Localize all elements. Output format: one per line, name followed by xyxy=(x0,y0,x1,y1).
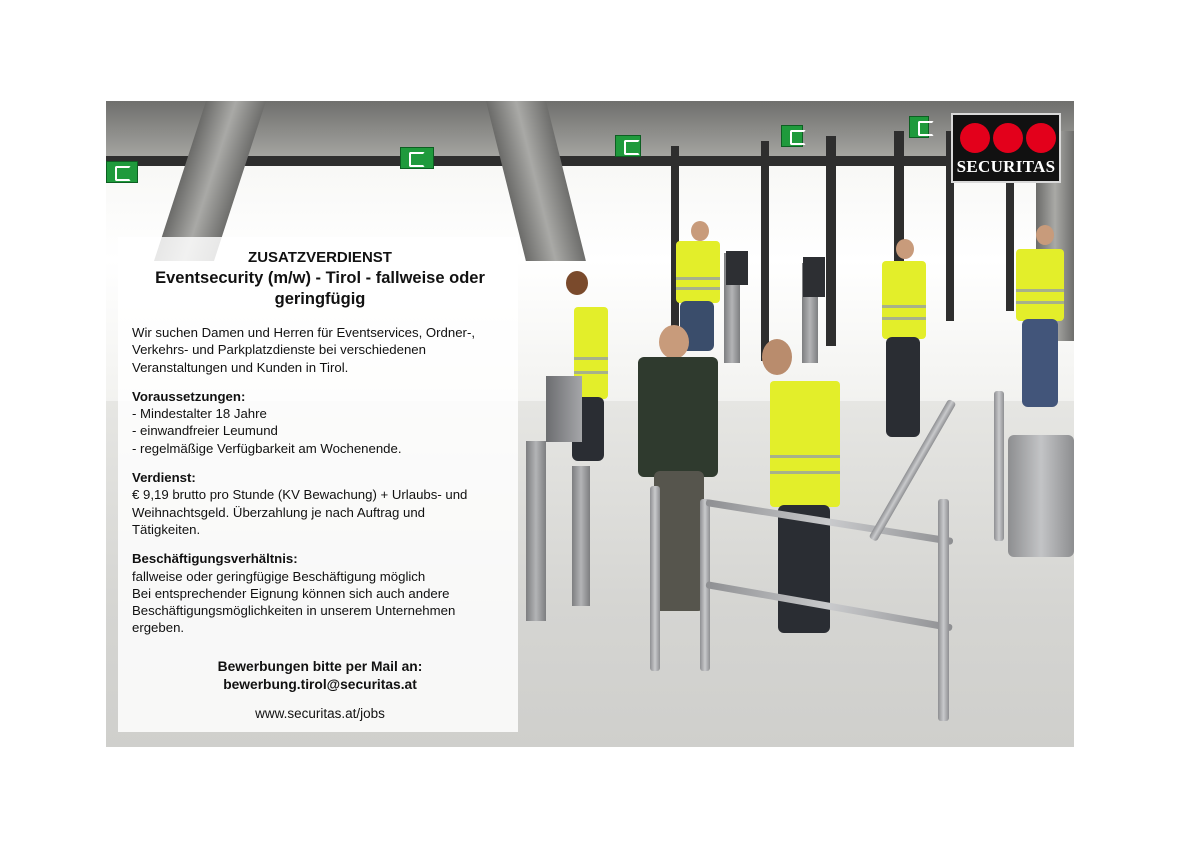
waste-bin xyxy=(1008,435,1074,557)
employment-line: fallweise oder geringfügige Beschäftigung möglich xyxy=(132,568,426,584)
intro-line: Wir suchen Damen und Herren für Eventservices, Ordner-, xyxy=(132,325,476,340)
requirements-section xyxy=(132,388,512,457)
turnstile-post xyxy=(526,441,546,621)
employment-line: Bei entsprechender Eignung können sich auch andere xyxy=(132,585,450,601)
intro-paragraph xyxy=(132,324,512,376)
exit-sign-icon xyxy=(106,161,138,183)
contact-block xyxy=(126,658,514,694)
earnings-line: Tätigkeiten. xyxy=(132,521,201,537)
railing xyxy=(650,486,660,671)
exit-sign-icon xyxy=(615,135,641,157)
exit-sign-icon xyxy=(400,147,434,169)
contact-email-link[interactable]: bewerbung.tirol@securitas.at xyxy=(223,677,417,692)
card-reader xyxy=(726,251,748,285)
logo-dot xyxy=(993,123,1023,153)
exit-sign-icon xyxy=(781,125,803,147)
card-reader xyxy=(546,376,582,442)
railing xyxy=(938,499,949,721)
logo-wordmark: SECURITAS xyxy=(956,157,1056,176)
requirements-label: Voraussetzungen: xyxy=(132,388,246,404)
intro-line: Veranstaltungen und Kunden in Tirol. xyxy=(132,359,349,375)
employment-line: Beschäftigungsmöglichkeiten in unserem Unternehmen xyxy=(132,603,456,619)
window-frame xyxy=(106,156,1074,166)
earnings-line: Weihnachtsgeld. Überzahlung je nach Auftrag und xyxy=(132,504,426,520)
intro-line: Verkehrs- und Parkplatzdienste bei verschiedenen xyxy=(132,342,426,358)
railing xyxy=(994,391,1004,541)
headline-kicker: ZUSATZVERDIENST xyxy=(248,249,392,266)
headline-title-line2: geringfügig xyxy=(274,290,366,308)
logo-dot xyxy=(960,123,990,153)
requirement-item: - einwandfreier Leumund xyxy=(132,423,278,439)
job-description xyxy=(132,324,512,649)
logo-dot xyxy=(1026,123,1056,153)
exit-sign-icon xyxy=(909,116,929,138)
requirement-item: - regelmäßige Verfügbarkeit am Wochenende. xyxy=(132,440,402,456)
website-link[interactable]: www.securitas.at/jobs xyxy=(255,706,385,721)
card-reader xyxy=(803,257,825,297)
requirement-item: - Mindestalter 18 Jahre xyxy=(132,406,267,422)
earnings-section xyxy=(132,469,512,538)
turnstile-post xyxy=(572,466,590,606)
door-frame xyxy=(761,141,769,361)
securitas-logo xyxy=(951,113,1061,183)
employment-line: ergeben. xyxy=(132,620,185,636)
logo-dots xyxy=(960,123,1056,155)
headline-title-line1: Eventsecurity (m/w) - Tirol - fallweise oder xyxy=(155,269,485,287)
employment-label: Beschäftigungsverhältnis: xyxy=(132,551,298,567)
earnings-label: Verdienst: xyxy=(132,470,196,486)
door-frame xyxy=(826,136,836,346)
contact-label: Bewerbungen bitte per Mail an: xyxy=(217,659,423,674)
earnings-line: € 9,19 brutto pro Stunde (KV Bewachung) + Urlaubs- und xyxy=(132,487,468,503)
headline xyxy=(126,248,514,310)
employment-section xyxy=(132,550,512,636)
